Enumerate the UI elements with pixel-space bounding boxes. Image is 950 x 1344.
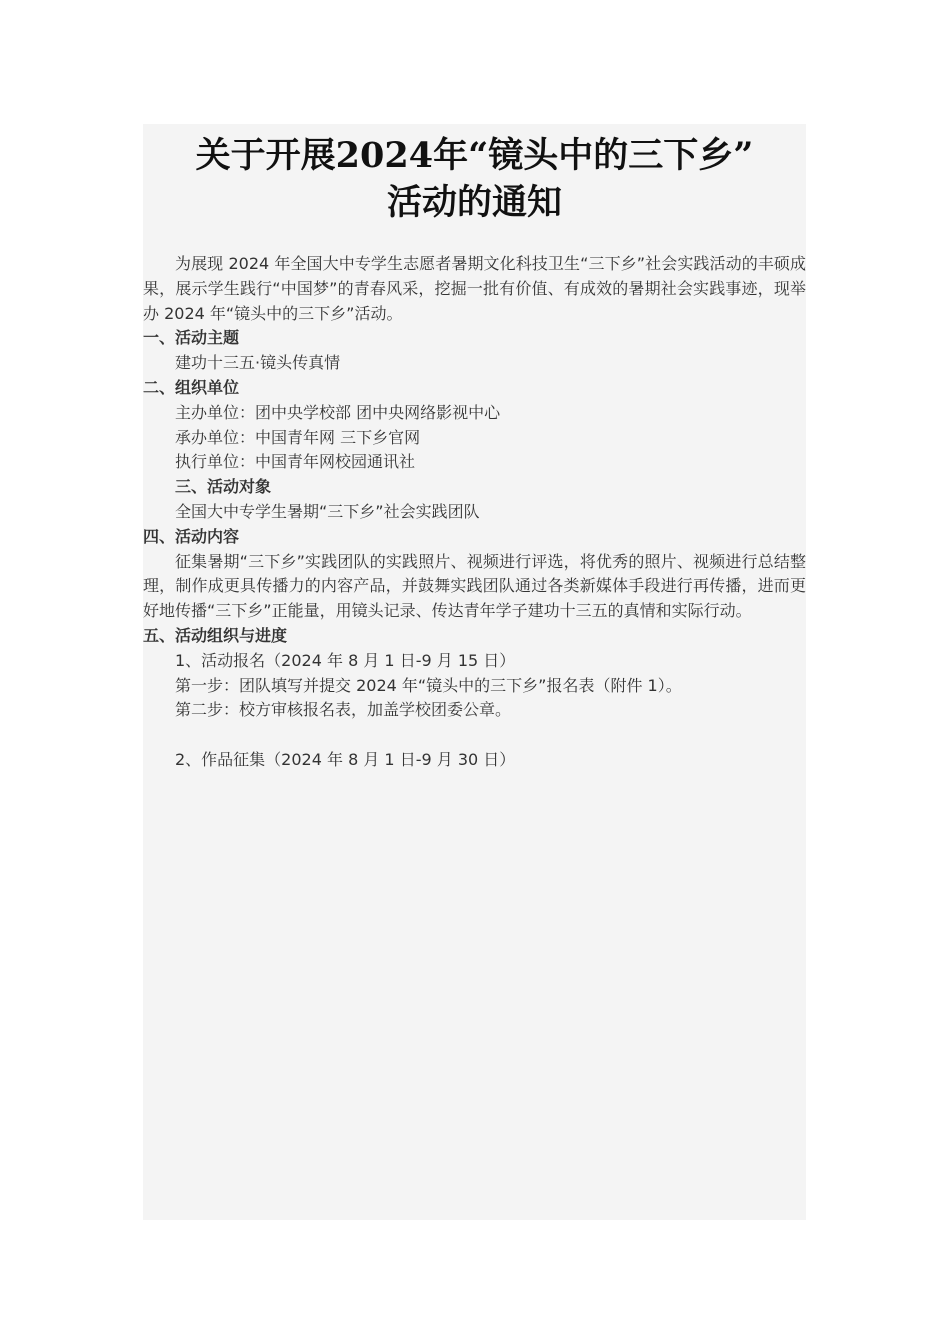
host-organizer: 主办单位：团中央学校部 团中央网络影视中心 bbox=[175, 402, 501, 422]
intro-paragraph: 为展现 2024 年全国大中专学生志愿者暑期文化科技卫生“三下乡”社会实践活动的丰硕成果，展示学生践行“中国梦”的青春风采，挖掘一批有价值、有成效的暑期社会实践事迹，现举办 2024 年“镜头中的三下乡”活动。 bbox=[143, 254, 806, 323]
document-page bbox=[143, 124, 806, 1220]
title-line-2: 活动的通知 bbox=[386, 182, 562, 223]
executor-organizer: 执行单位：中国青年网校园通讯社 bbox=[175, 452, 416, 472]
schedule-step-1: 第一步：团队填写并提交 2024 年“镜头中的三下乡”报名表（附件 1）。 bbox=[175, 675, 682, 695]
target-content: 全国大中专学生暑期“三下乡”社会实践团队 bbox=[175, 501, 480, 521]
schedule-item-registration: 1、活动报名（2024 年 8 月 1 日-9 月 15 日） bbox=[175, 650, 516, 670]
blank-line bbox=[143, 723, 806, 748]
schedule-step-2: 第二步：校方审核报名表，加盖学校团委公章。 bbox=[175, 700, 512, 720]
document-body bbox=[143, 252, 806, 773]
content-paragraph: 征集暑期“三下乡”实践团队的实践照片、视频进行评选，将优秀的照片、视频进行总结整理，制作成更具传播力的内容产品，并鼓舞实践团队通过各类新媒体手段进行再传播，进而更好地传播“三下乡”正能量，用镜头记录、传达青年学子建功十三五的真情和实际行动。 bbox=[143, 551, 806, 621]
section-heading-organizers: 二、组织单位 bbox=[143, 377, 240, 397]
title-line-1: 关于开展2024年“镜头中的三下乡” bbox=[195, 135, 754, 176]
section-heading-content: 四、活动内容 bbox=[143, 526, 240, 546]
document-title bbox=[143, 124, 806, 226]
theme-content: 建功十三五·镜头传真情 bbox=[175, 353, 341, 373]
section-heading-theme: 一、活动主题 bbox=[143, 328, 240, 348]
schedule-item-collection: 2、作品征集（2024 年 8 月 1 日-9 月 30 日） bbox=[175, 749, 516, 769]
undertaker-organizer: 承办单位：中国青年网 三下乡官网 bbox=[175, 427, 421, 447]
section-heading-target: 三、活动对象 bbox=[175, 477, 272, 497]
section-heading-schedule: 五、活动组织与进度 bbox=[143, 625, 288, 645]
